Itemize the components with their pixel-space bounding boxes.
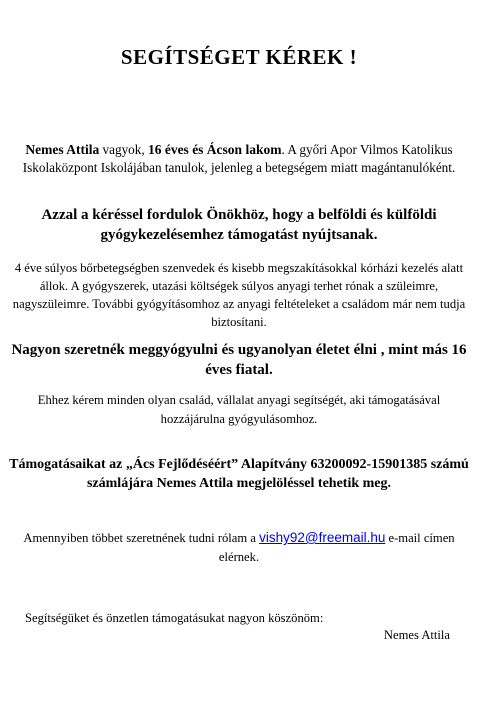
intro-age-prefix: vagyok, xyxy=(99,142,148,157)
intro-name: Nemes Attila xyxy=(25,142,100,157)
email-link[interactable]: vishy92@freemail.hu xyxy=(259,530,386,545)
account-paragraph: Támogatásaikat az „Ács Fejlődéséért” Alapítvány 63200092-15901385 számú számlájára Nemes Attila megjelöléssel tehetik meg. xyxy=(9,457,469,491)
appeal-paragraph: Ehhez kérem minden olyan család, vállalat anyagi segítségét, aki támogatásával hozzájárulna gyógyulásomhoz. xyxy=(37,393,441,426)
illness-paragraph: 4 éve súlyos bőrbetegségben szenvedek és kisebb megszakításokkal kórházi kezelés alatt állok. A gyógyszerek, utazási költségek súlyos anyagi terhet rónak a szüleimre, nagyszüleimre. További gyógyításomhoz az anyagi feltételeket a családom már nem tudja biztosítani. xyxy=(12,261,466,329)
contact-text-after: e-mail címen elérnek. xyxy=(218,531,455,564)
intro-school-text: . A győri Apor Vilmos Katolikus Iskolaközpont Iskolájában tanulok, jelenleg a betegségem miatt magántanulóként. xyxy=(22,142,456,175)
intro-age-location: 16 éves és Ácson lakom xyxy=(147,142,282,157)
page-title: SEGÍTSÉGET KÉREK ! xyxy=(120,45,358,69)
contact-paragraph xyxy=(6,528,472,567)
thanks-line: Segítségüket és önzetlen támogatásukat nagyon köszönöm: xyxy=(25,611,324,625)
signature-name: Nemes Attila xyxy=(383,628,450,642)
wish-paragraph: Nagyon szeretnék meggyógyulni és ugyanolyan életet élni , mint más 16 éves fiatal. xyxy=(11,342,467,378)
contact-text-before: Amennyiben többet szeretnének tudni rólam a xyxy=(23,531,260,545)
intro-paragraph xyxy=(6,141,472,177)
request-paragraph: Azzal a kéréssel fordulok Önökhöz, hogy a belföldi és külföldi gyógykezelésemhez támogatást nyújtsanak. xyxy=(41,207,437,243)
